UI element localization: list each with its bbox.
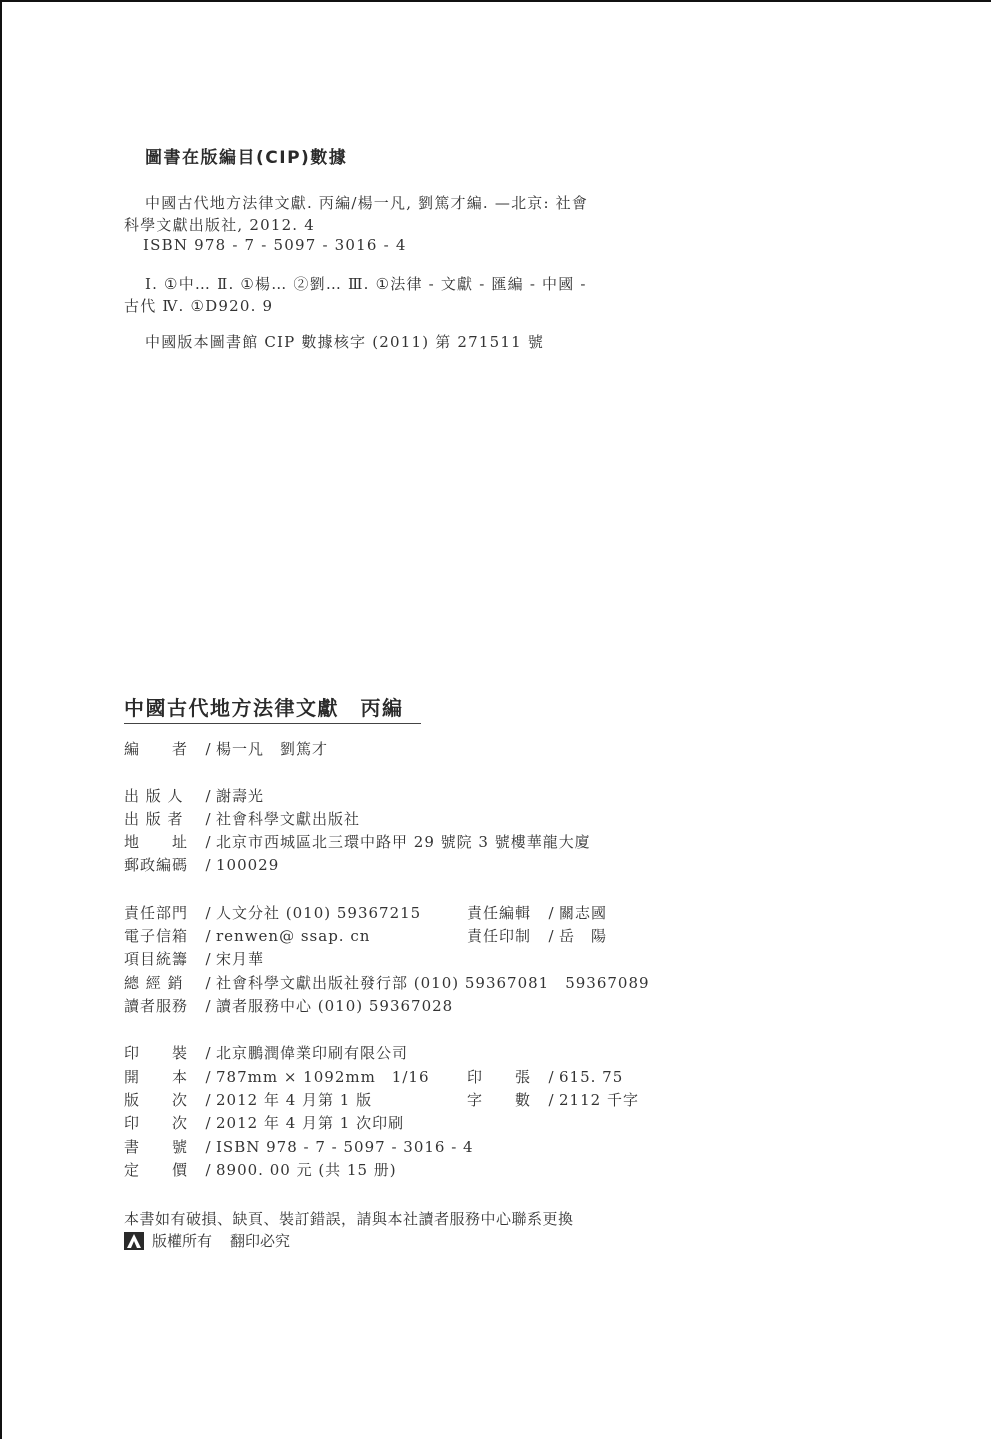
colophon-row-isbn bbox=[124, 1137, 474, 1157]
separator: / bbox=[205, 833, 211, 851]
separator: / bbox=[548, 1068, 554, 1086]
colophon-row-reader-service bbox=[124, 996, 453, 1016]
colophon-row-price bbox=[124, 1160, 397, 1180]
printer-value: 北京鵬潤偉業印刷有限公司 bbox=[216, 1044, 409, 1062]
no-reprint-text: 翻印必究 bbox=[230, 1232, 291, 1250]
address-label: 地 址 bbox=[124, 833, 189, 851]
colophon-row-coordinator bbox=[124, 949, 264, 969]
responsible-editor-label: 責任編輯 bbox=[467, 904, 532, 922]
responsible-editor-value: 關志國 bbox=[559, 904, 608, 922]
colophon-row-responsible-print bbox=[467, 926, 607, 946]
cip-bibliographic-line-1: 中國古代地方法律文獻. 丙編/楊一凡, 劉篤才編. —北京: 社會 bbox=[145, 194, 589, 212]
colophon-row-edition bbox=[124, 1090, 372, 1110]
distributor-value: 社會科學文獻出版社發行部 (010) 59367081 59367089 bbox=[216, 974, 650, 992]
impression-value: 2012 年 4 月第 1 次印刷 bbox=[216, 1114, 405, 1132]
colophon-row-impression bbox=[124, 1113, 404, 1133]
copyright-line bbox=[124, 1230, 290, 1251]
colophon-row-sheets bbox=[467, 1067, 623, 1087]
cip-title: 圖書在版編目(CIP)數據 bbox=[145, 148, 348, 168]
publisher-logo-icon bbox=[124, 1232, 144, 1250]
separator: / bbox=[548, 1091, 554, 1109]
separator: / bbox=[205, 856, 211, 874]
separator: / bbox=[205, 927, 211, 945]
postcode-label: 郵政編碼 bbox=[124, 856, 189, 874]
publisher-value: 社會科學文獻出版社 bbox=[216, 810, 361, 828]
separator: / bbox=[205, 904, 211, 922]
publisher-person-label: 出 版 人 bbox=[124, 787, 184, 805]
separator: / bbox=[205, 1091, 211, 1109]
edition-label: 版 次 bbox=[124, 1091, 189, 1109]
copyright-text: 版權所有 bbox=[152, 1232, 213, 1250]
separator: / bbox=[205, 740, 211, 758]
printer-label: 印 裝 bbox=[124, 1044, 189, 1062]
page-top-border bbox=[0, 0, 991, 2]
price-value: 8900. 00 元 (共 15 册) bbox=[216, 1161, 397, 1179]
colophon-row-distributor bbox=[124, 973, 650, 993]
email-label: 電子信箱 bbox=[124, 927, 189, 945]
reader-service-label: 讀者服務 bbox=[124, 997, 189, 1015]
separator: / bbox=[205, 950, 211, 968]
editor-value: 楊一凡 劉篤才 bbox=[216, 740, 329, 758]
colophon-row-postcode bbox=[124, 855, 279, 875]
separator: / bbox=[548, 904, 554, 922]
word-count-value: 2112 千字 bbox=[559, 1091, 639, 1109]
separator: / bbox=[205, 1114, 211, 1132]
reader-service-value: 讀者服務中心 (010) 59367028 bbox=[216, 997, 454, 1015]
book-title: 中國古代地方法律文獻 丙編 bbox=[124, 696, 404, 720]
separator: / bbox=[205, 1138, 211, 1156]
responsible-print-label: 責任印制 bbox=[467, 927, 532, 945]
separator: / bbox=[205, 1161, 211, 1179]
title-underline bbox=[124, 723, 421, 724]
publisher-person-value: 謝壽光 bbox=[216, 787, 265, 805]
cip-bibliographic-line-2: 科學文獻出版社, 2012. 4 bbox=[124, 216, 315, 234]
sheets-label: 印 張 bbox=[467, 1068, 532, 1086]
word-count-label: 字 數 bbox=[467, 1091, 532, 1109]
separator: / bbox=[205, 810, 211, 828]
separator: / bbox=[205, 997, 211, 1015]
email-value: renwen@ ssap. cn bbox=[216, 927, 371, 945]
publisher-label: 出 版 者 bbox=[124, 810, 184, 828]
cip-classification-line-2: 古代 Ⅳ. ①D920. 9 bbox=[124, 297, 274, 315]
cip-approval-number: 中國版本圖書館 CIP 數據核字 (2011) 第 271511 號 bbox=[145, 333, 545, 351]
edition-value: 2012 年 4 月第 1 版 bbox=[216, 1091, 373, 1109]
sheets-value: 615. 75 bbox=[559, 1068, 624, 1086]
separator: / bbox=[205, 787, 211, 805]
distributor-label: 總 經 銷 bbox=[124, 974, 184, 992]
editor-label: 編 者 bbox=[124, 740, 189, 758]
postcode-value: 100029 bbox=[216, 856, 280, 874]
format-value: 787mm × 1092mm 1/16 bbox=[216, 1068, 430, 1086]
address-value: 北京市西城區北三環中路甲 29 號院 3 號樓華龍大廈 bbox=[216, 833, 591, 851]
colophon-row-printer bbox=[124, 1043, 408, 1063]
separator: / bbox=[205, 1068, 211, 1086]
colophon-row-editor bbox=[124, 739, 328, 759]
price-label: 定 價 bbox=[124, 1161, 189, 1179]
department-label: 責任部門 bbox=[124, 904, 189, 922]
separator: / bbox=[548, 927, 554, 945]
colophon-row-format bbox=[124, 1067, 430, 1087]
cip-isbn-line: ISBN 978 - 7 - 5097 - 3016 - 4 bbox=[143, 236, 407, 254]
colophon-row-responsible-editor bbox=[467, 903, 607, 923]
cip-classification-line-1: Ⅰ. ①中… Ⅱ. ①楊… ②劉… Ⅲ. ①法律 - 文獻 - 匯編 - 中國 - bbox=[145, 275, 587, 293]
responsible-print-value: 岳 陽 bbox=[559, 927, 608, 945]
isbn-label: 書 號 bbox=[124, 1138, 189, 1156]
impression-label: 印 次 bbox=[124, 1114, 189, 1132]
format-label: 開 本 bbox=[124, 1068, 189, 1086]
separator: / bbox=[205, 974, 211, 992]
colophon-row-department bbox=[124, 903, 421, 923]
damage-replacement-notice: 本書如有破損、缺頁、裝訂錯誤，請與本社讀者服務中心聯系更換 bbox=[124, 1210, 574, 1228]
separator: / bbox=[205, 1044, 211, 1062]
colophon-row-email bbox=[124, 926, 370, 946]
colophon-row-word-count bbox=[467, 1090, 639, 1110]
page-left-border bbox=[0, 0, 2, 1439]
isbn-value: ISBN 978 - 7 - 5097 - 3016 - 4 bbox=[216, 1138, 474, 1156]
coordinator-label: 項目統籌 bbox=[124, 950, 189, 968]
colophon-row-address bbox=[124, 832, 591, 852]
coordinator-value: 宋月華 bbox=[216, 950, 265, 968]
colophon-row-publisher-person bbox=[124, 786, 264, 806]
colophon-row-publisher bbox=[124, 809, 360, 829]
department-value: 人文分社 (010) 59367215 bbox=[216, 904, 422, 922]
